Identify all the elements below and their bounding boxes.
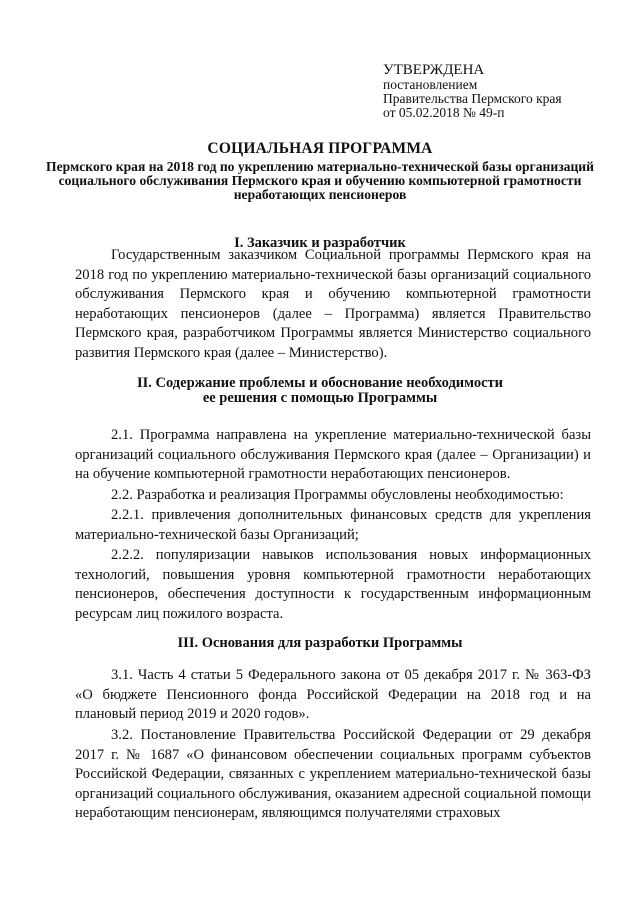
approval-line-approved: УТВЕРЖДЕНА bbox=[383, 62, 485, 78]
section-2-heading-line-2: ее решения с помощью Программы bbox=[202, 390, 438, 406]
section-2-paragraph-2: 2.2. Разработка и реализация Программы обусловлены необходимостью: bbox=[111, 487, 564, 503]
document-subtitle: Пермского края на 2018 год по укреплению материально-технической базы организаций социального обслуживания Пермского края и обучению компьютерной грамотности неработающих пенсионеров bbox=[46, 159, 594, 202]
section-2-paragraph-3: 2.2.1. привлечения дополнительных финансовых средств для укрепления материально-технической базы Организаций; bbox=[75, 507, 591, 543]
section-1-heading: I. Заказчик и разработчик bbox=[234, 235, 406, 251]
section-3-paragraph-1: 3.1. Часть 4 статьи 5 Федерального закона от 05 декабря 2017 г. № 363-ФЗ «О бюджете Пенсионного фонда Российской Федерации на 2018 год и на плановый период 2019 и 2020 годов». bbox=[75, 667, 591, 723]
approval-line-resolution: постановлением bbox=[383, 77, 478, 92]
approval-line-government: Правительства Пермского края bbox=[383, 91, 562, 106]
approval-line-date: от 05.02.2018 № 49-п bbox=[383, 105, 505, 120]
section-2-paragraph-1: 2.1. Программа направлена на укрепление материально-технической базы организаций социального обслуживания Пермского края (далее – Организации) и на обучение компьютерной грамотности неработающих пенсионеров. bbox=[75, 427, 591, 483]
section-2-heading-line-1: II. Содержание проблемы и обоснование необходимости bbox=[136, 375, 504, 391]
section-2-paragraph-4: 2.2.2. популяризации навыков использования новых информационных технологий, повышения уровня компьютерной грамотности неработающих пенсионеров, обеспечения доступности к государственным информационным ресурсам лиц пожилого возраста. bbox=[75, 547, 591, 622]
approval-stamp bbox=[383, 62, 562, 120]
section-2-heading bbox=[40, 376, 600, 406]
document-title: СОЦИАЛЬНАЯ ПРОГРАММА bbox=[207, 140, 433, 157]
section-3-paragraph-2: 3.2. Постановление Правительства Российской Федерации от 29 декабря 2017 г. № 1687 «О финансовом обеспечении социальных программ субъектов Российской Федерации, связанных с укреплением материально-технической базы организаций социального обслуживания, оказанием адресной социальной помощи неработающим пенсионерам, являющимся получателями страховых bbox=[75, 727, 591, 822]
section-3-heading: III. Основания для разработки Программы bbox=[177, 635, 463, 651]
section-1-paragraph-1: Государственным заказчиком Социальной программы Пермского края на 2018 год по укреплению материально-технической базы организаций социального обслуживания Пермского края и обучению компьютерной грамотности неработающих пенсионеров (далее – Программа) является Правительство Пермского края, разработчиком Программы является Министерство социального развития Пермского края (далее – Министерство). bbox=[75, 247, 591, 361]
